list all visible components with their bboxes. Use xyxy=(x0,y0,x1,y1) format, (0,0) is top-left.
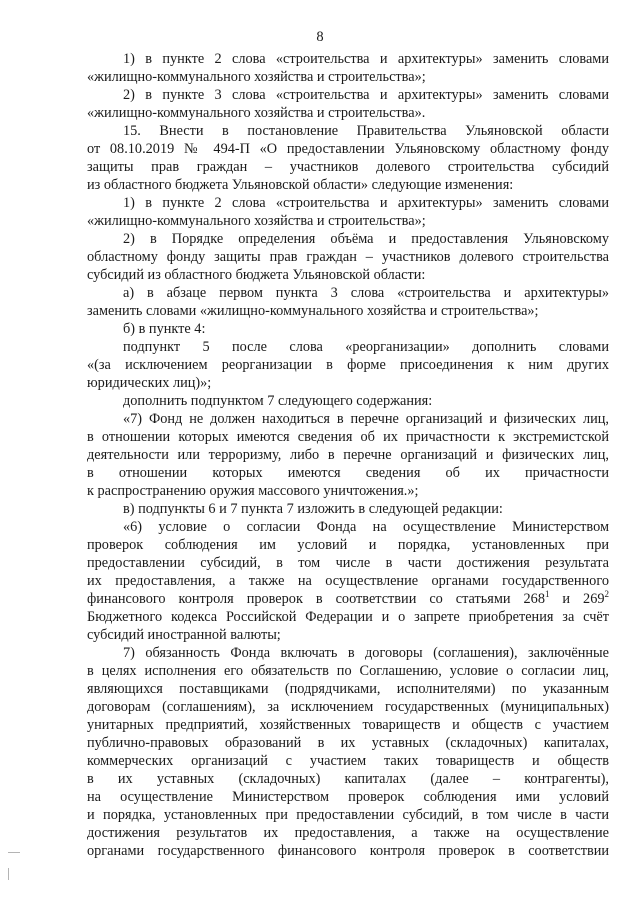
page-number: 8 xyxy=(316,29,324,45)
text-line: органами государственного финансового контроля проверок в соответствии xyxy=(87,843,609,859)
text-line: в отношении которых имеются сведения об их причастности xyxy=(87,465,609,481)
text-line: 2) в Порядке определения объёма и предоставления Ульяновскому xyxy=(123,231,609,247)
text-line: и порядка, установленных при предоставлении субсидий, в том числе в части xyxy=(87,807,609,823)
text-line: в) подпункты 6 и 7 пункта 7 изложить в следующей редакции: xyxy=(123,501,503,517)
text-run: и 269 xyxy=(549,591,605,607)
text-run: финансового контроля проверок в соответствии со статьями 268 xyxy=(87,591,545,607)
document-body xyxy=(87,50,609,860)
text-line: унитарных предприятий, хозяйственных товариществ и обществ с участием xyxy=(87,717,609,733)
text-line xyxy=(87,590,609,608)
text-line: а) в абзаце первом пункта 3 слова «строительства и архитектуры» xyxy=(123,285,609,301)
superscript: 2 xyxy=(604,589,609,599)
text-line: их предоставления, а также на осуществление органами государственного xyxy=(87,573,609,589)
text-line: из областного бюджета Ульяновской области» следующие изменения: xyxy=(87,177,514,193)
text-line: «жилищно-коммунального хозяйства и строительства». xyxy=(87,105,426,121)
text-line: к распространению оружия массового уничтожения.»; xyxy=(87,483,419,499)
text-line: 1) в пункте 2 слова «строительства и архитектуры» заменить словами xyxy=(123,51,609,67)
scan-margin-mark xyxy=(8,852,20,853)
text-line: субсидий из областного бюджета Ульяновской области: xyxy=(87,267,426,283)
text-line: достижения результатов их предоставления, а также на осуществление xyxy=(87,825,609,841)
text-line: «жилищно-коммунального хозяйства и строительства»; xyxy=(87,213,426,229)
text-line: защиты прав граждан – участников долевого строительства субсидий xyxy=(87,159,609,175)
scan-margin-mark xyxy=(8,868,9,880)
text-line: в их уставных (складочных) капиталах (далее – контрагенты), xyxy=(87,771,609,787)
text-line: являющихся поставщиками (подрядчиками, исполнителями) по указанным xyxy=(87,681,609,697)
text-line: от 08.10.2019 № 494-П «О предоставлении Ульяновскому областному фонду xyxy=(87,141,609,157)
text-line: Бюджетного кодекса Российской Федерации и о запрете приобретения за счёт xyxy=(87,609,609,625)
text-line: заменить словами «жилищно-коммунального хозяйства и строительства»; xyxy=(87,303,539,319)
text-line: областному фонду защиты прав граждан – участников долевого строительства xyxy=(87,249,609,265)
text-line: б) в пункте 4: xyxy=(123,321,206,337)
text-line: проверок соблюдения им условий и порядка, установленных при xyxy=(87,537,609,553)
text-line: 2) в пункте 3 слова «строительства и архитектуры» заменить словами xyxy=(123,87,609,103)
text-line: в отношении которых имеются сведения об их причастности к экстремистской xyxy=(87,429,609,445)
text-line: 15. Внести в постановление Правительства Ульяновской области xyxy=(123,123,609,139)
text-line: деятельности или терроризму, либо в перечне организаций и физических лиц, xyxy=(87,447,609,463)
text-line: дополнить подпунктом 7 следующего содержания: xyxy=(123,393,433,409)
text-line: «6) условие о согласии Фонда на осуществление Министерством xyxy=(123,519,609,535)
text-line: публично-правовых образований в их уставных (складочных) капиталах, xyxy=(87,735,609,751)
text-line: «(за исключением реорганизации в форме присоединения к ним других xyxy=(87,357,609,373)
text-line: в целях исполнения его обязательств по Соглашению, условие о согласии лиц, xyxy=(87,663,609,679)
superscript: 1 xyxy=(544,589,550,599)
text-line: юридических лиц)»; xyxy=(87,375,212,391)
text-line: договорам (соглашениям), за исключением государственных (муниципальных) xyxy=(87,699,609,715)
text-line: коммерческих организаций с участием таких товариществ и обществ xyxy=(87,753,609,769)
text-line: 7) обязанность Фонда включать в договоры (соглашения), заключённые xyxy=(123,645,609,661)
text-line: предоставлении субсидий, в том числе в части достижения результата xyxy=(87,555,609,571)
text-line: «жилищно-коммунального хозяйства и строительства»; xyxy=(87,69,426,85)
text-line: на осуществление Министерством проверок соблюдения ими условий xyxy=(87,789,609,805)
text-line: 1) в пункте 2 слова «строительства и архитектуры» заменить словами xyxy=(123,195,609,211)
text-line: субсидий иностранной валюты; xyxy=(87,627,281,643)
text-line: подпункт 5 после слова «реорганизации» дополнить словами xyxy=(123,339,609,355)
text-line: «7) Фонд не должен находиться в перечне организаций и физических лиц, xyxy=(123,411,609,427)
